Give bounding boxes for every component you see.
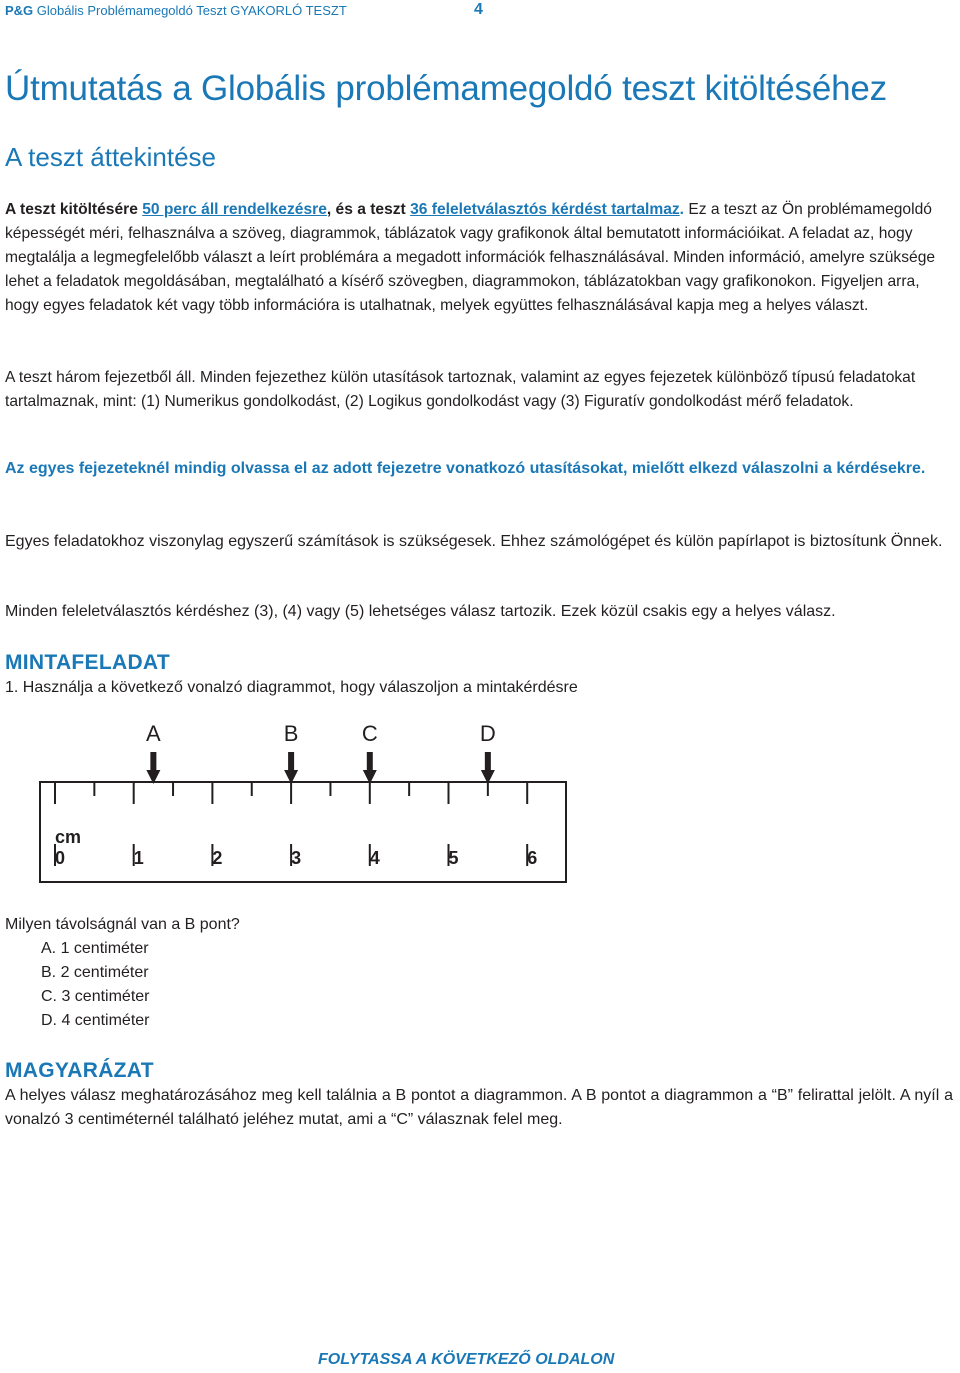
intro-p1-pre: A teszt kitöltésére [5,201,143,218]
marker-label-c: C [361,721,378,746]
marker-arrow-shaft [150,752,156,774]
header-test-name: Globális Problémamegoldó Teszt [36,3,227,18]
page-title: Útmutatás a Globális problémamegoldó teszt kitöltéséhez [5,69,887,108]
page-header [5,3,347,19]
explanation-heading: MAGYARÁZAT [5,1059,154,1082]
intro-p1-rest: Ez a teszt az Ön problémamegoldó képességét méri, felhasználva a szöveg, diagrammok, táblázatok vagy grafikonok által bemutatott információikat. A feladat az, hogy megtalálja a legmegfelelőbb választ a leírt problémára a megadott információk felhasználásával. Minden információ, amelyre szüksége lehet a feladatok megoldásában, megtalálható a kísérő szövegben, diagrammokon, táblázatokban vagy grafikonokon. Figyeljen arra, hogy egyes feladatok két vagy több információra is utalhatnak, melyek együttes felhasználásával kapja meg a helyes választ. [5,201,936,314]
marker-arrow-head [481,770,495,784]
intro-p1-end: . [679,201,685,218]
intro-paragraph-5: Minden feleletválasztós kérdéshez (3), (4) vagy (5) lehetséges válasz tartozik. Ezek közül csakis egy a helyes válasz. [5,603,836,620]
marker-arrow-head [284,770,298,784]
intro-p1-count: 36 feleletválasztós kérdést tartalmaz [410,201,680,218]
ruler-tick-label: 2 [212,848,223,868]
ruler-tick-label: 0 [55,848,66,868]
intro-p1-time: 50 perc áll rendelkezésre [142,201,327,218]
intro-paragraph-4: Egyes feladatokhoz viszonylag egyszerű számítások is szükségesek. Ehhez számológépet és külön papírlapot is biztosítunk Önnek. [5,533,943,550]
marker-arrow-head [363,770,377,784]
marker-arrow-shaft [485,752,491,774]
intro-paragraph-2: A teszt három fejezetből áll. Minden fejezethez külön utasítások tartoznak, valamint az egyes fejezetek különböző típusú feladatokat tartalmaznak, mint: (1) Numerikus gondolkodást, (2) Logikus gondolkodást vagy (3) Figuratív gondolkodást mérő feladatok. [5,369,916,410]
page-number: 4 [474,1,483,18]
sample-question: Milyen távolságnál van a B pont? [5,916,240,933]
explanation-text: A helyes válasz meghatározásához meg kell találnia a B pontot a diagrammon. A B pontot a diagrammon a “B” felirattal jelölt. A nyíl a vonalzó 3 centiméternél található jeléhez mutat, ami a “C” válasznak felel meg. [5,1087,953,1128]
marker-label-b: B [283,721,299,746]
ruler-body [40,782,566,882]
header-brand: P&G [5,3,34,18]
marker-arrow-shaft [288,752,294,774]
intro-paragraph-1 [5,198,955,318]
marker-label-d: D [479,721,496,746]
sample-heading: MINTAFELADAT [5,651,170,674]
marker-label-a: A [146,721,161,746]
marker-arrow-shaft [367,752,373,774]
section-subtitle: A teszt áttekintése [5,142,217,172]
option-d: D. 4 centiméter [41,1012,150,1029]
ruler-unit-label: cm [55,827,82,847]
ruler-tick-label: 6 [527,848,538,868]
option-c: C. 3 centiméter [41,988,150,1005]
marker-arrow-head [146,770,160,784]
intro-paragraph-3-notice: Az egyes fejezeteknél mindig olvassa el az adott fejezetre vonatkozó utasításokat, mielőtt elkezd válaszolni a kérdésekre. [5,460,926,477]
ruler-tick-label: 1 [133,848,144,868]
option-b: B. 2 centiméter [41,964,149,981]
ruler-tick-label: 4 [369,848,380,868]
intro-p1-mid: , és a teszt [326,201,411,218]
continue-footer: FOLYTASSA A KÖVETKEZŐ OLDALON [318,1351,615,1368]
option-a: A. 1 centiméter [41,940,149,957]
header-practice-label: GYAKORLÓ TESZT [230,3,347,18]
sample-instruction: 1. Használja a következő vonalzó diagrammot, hogy válaszoljon a mintakérdésre [5,679,578,696]
ruler-tick-label: 5 [448,848,459,868]
ruler-tick-label: 3 [291,848,302,868]
